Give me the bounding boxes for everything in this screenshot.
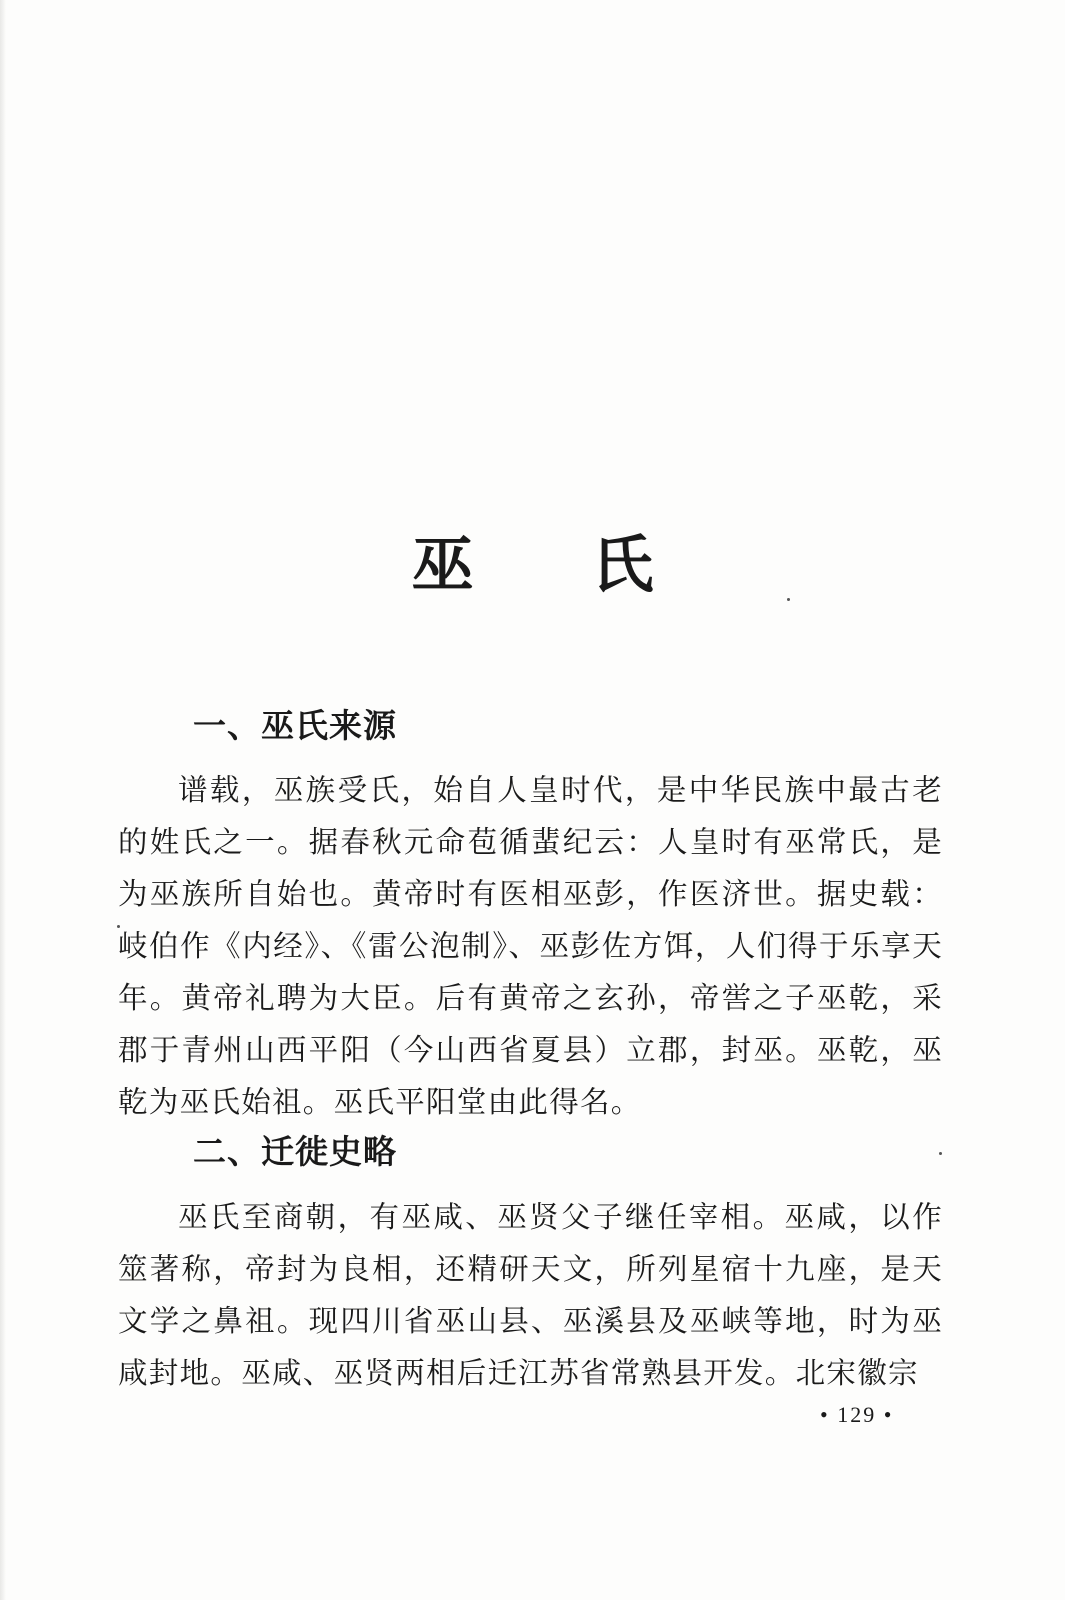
scan-shadow-edge [0, 0, 6, 1600]
scan-speck [117, 925, 120, 928]
section-heading-migration: 二、迁徙史略 [193, 1132, 397, 1171]
chapter-title [0, 515, 1065, 604]
section-heading-origin: 一、巫氏来源 [193, 706, 397, 745]
title-char-2: 氏 [591, 528, 654, 601]
scan-speck [787, 598, 790, 601]
scan-speck [939, 1152, 942, 1155]
paragraph-origin: 谱载，巫族受氏，始自人皇时代，是中华民族中最古老的姓氏之一。据春秋元命苞循蜚纪云：人皇时有巫常氏，是为巫族所自始也。黄帝时有医相巫彭，作医济世。据史载：岐伯作《内经》、《雷公泡制》、巫彭佐方饵，人们得于乐享天年。黄帝礼聘为大臣。后有黄帝之玄孙，帝喾之子巫乾，采郡于青州山西平阳（今山西省夏县）立郡，封巫。巫乾，巫乾为巫氏始祖。巫氏平阳堂由此得名。 [118, 773, 943, 1119]
page-number: • 129 • [820, 1402, 894, 1427]
paragraph-migration: 巫氏至商朝，有巫咸、巫贤父子继任宰相。巫咸，以作筮著称，帝封为良相，还精研天文，所列星宿十九座，是天文学之鼻祖。现四川省巫山县、巫溪县及巫峡等地，时为巫咸封地。巫咸、巫贤两相后迁江苏省常熟县开发。北宋徽宗 [118, 1200, 943, 1390]
title-char-1: 巫 [411, 528, 474, 601]
